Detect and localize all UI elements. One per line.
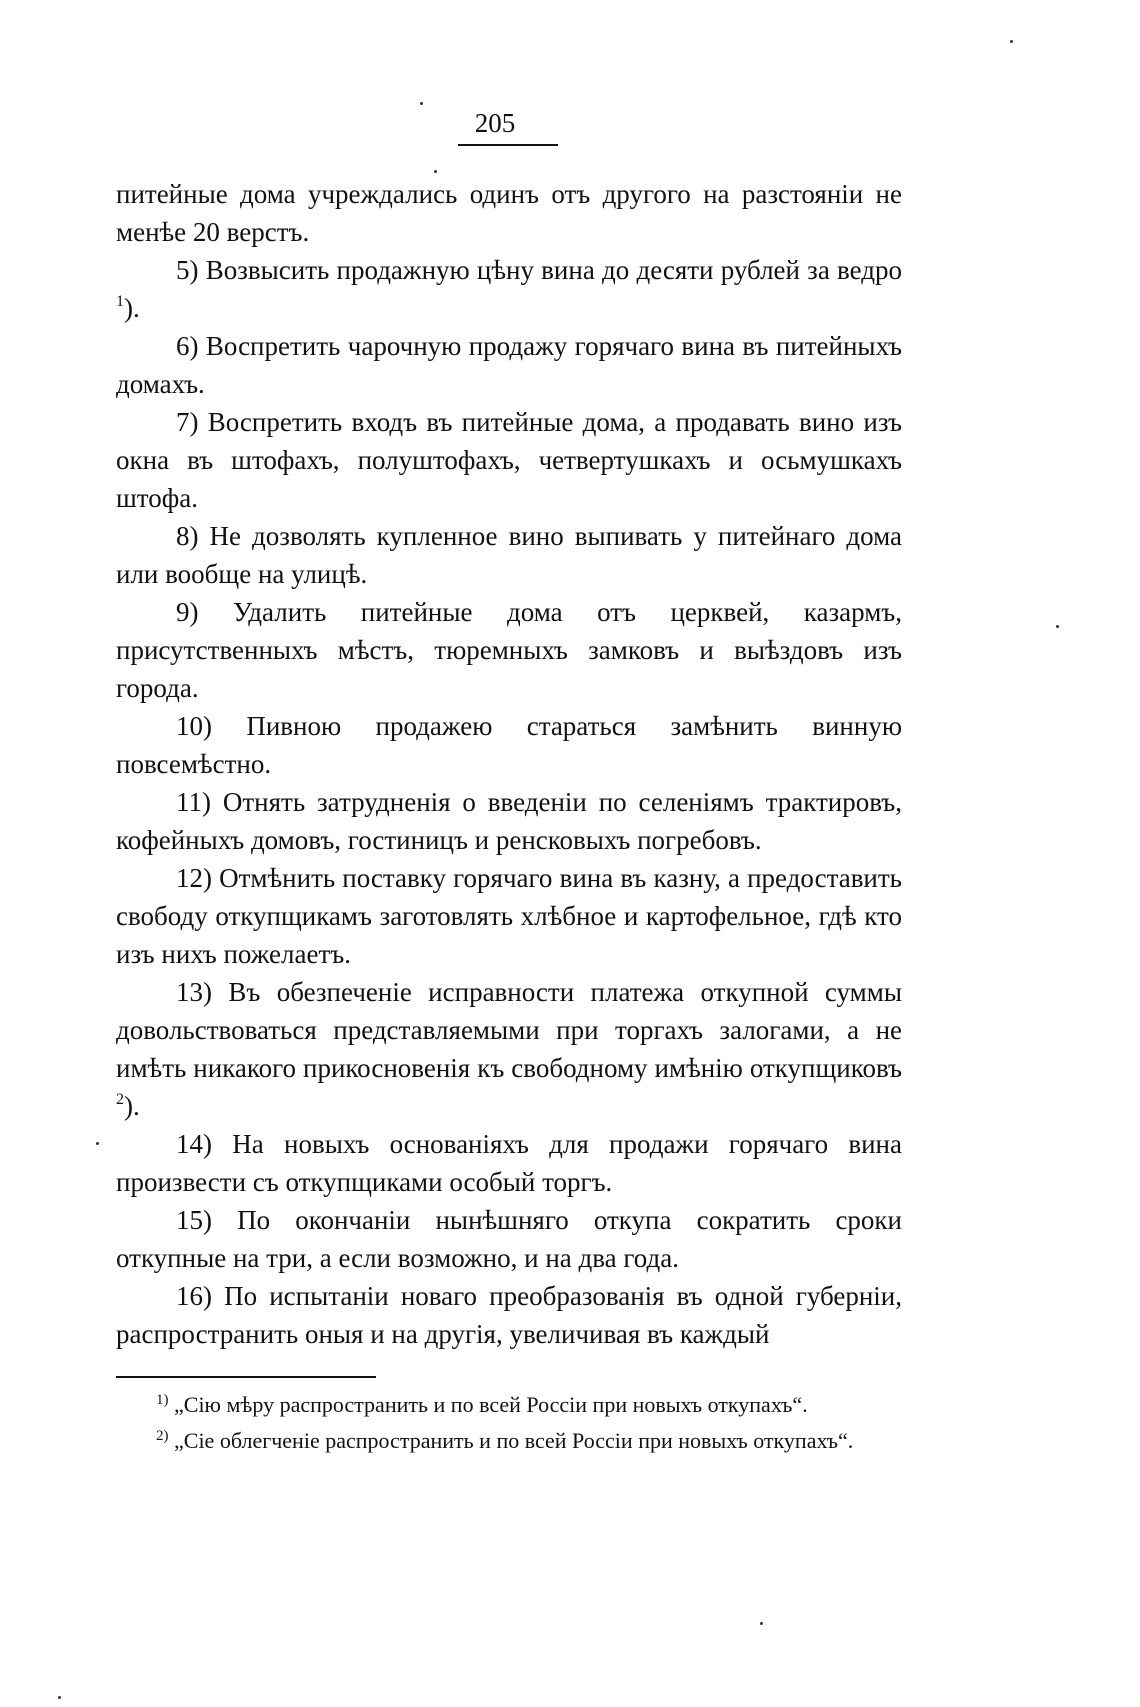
paragraph-tail: ). [124,1091,140,1121]
paragraph-text: 5) Возвысить продажную цѣну вина до десяти рублей за ведро [176,255,902,285]
scan-speck [96,1142,99,1145]
footnote-mark: 1) [156,1392,169,1408]
paragraph-continuation [116,175,902,251]
footnotes [116,1390,902,1462]
footnote-ref-2[interactable]: 2 [116,1091,124,1108]
footnote-separator [116,1376,376,1378]
paragraph-item-6 [116,327,902,403]
scan-speck [420,102,423,105]
paragraph-text: 11) Отнять затрудненія о введеніи по селеніямъ трактировъ, кофейныхъ домовъ, гостиницъ и ренсковыхъ погребовъ. [116,787,902,855]
paragraph-text: 14) На новыхъ основаніяхъ для продажи горячаго вина произвести съ откупщиками особый торгъ. [116,1129,902,1197]
paragraph-item-14 [116,1125,902,1201]
page-number-rule [458,144,558,146]
page-number: 205 [474,108,516,138]
scan-speck [1010,40,1013,43]
scan-speck [58,1696,61,1699]
paragraph-text: 10) Пивною продажею стараться замѣнить винную повсемѣстно. [116,711,902,779]
paragraph-item-8 [116,517,902,593]
paragraph-item-11 [116,783,902,859]
footnote-ref-1[interactable]: 1 [116,293,124,310]
footnote-1 [116,1390,902,1420]
paragraph-text: 7) Воспретить входъ въ питейные дома, а продавать вино изъ окна въ штофахъ, полуштофахъ, четвертушкахъ и осьмушкахъ штофа. [116,407,902,513]
paragraph-text: 9) Удалить питейные дома отъ церквей, казармъ, присутственныхъ мѣстъ, тюремныхъ замковъ и выѣздовъ изъ города. [116,597,902,703]
paragraph-item-12 [116,859,902,973]
scan-speck [434,170,437,173]
paragraph-text: 12) Отмѣнить поставку горячаго вина въ казну, а предоставить свободу откупщикамъ заготовлять хлѣбное и картофельное, гдѣ кто изъ нихъ пожелаетъ. [116,863,902,969]
paragraph-tail: ). [124,293,140,323]
paragraph-text: питейные дома учреждались одинъ отъ другого на разстояніи не менѣе 20 верстъ. [116,179,902,247]
paragraph-item-15 [116,1201,902,1277]
scan-speck [1056,625,1059,628]
paragraph-item-13 [116,973,902,1125]
paragraph-item-10 [116,707,902,783]
paragraph-item-16 [116,1277,902,1353]
paragraph-item-7 [116,403,902,517]
scan-speck [760,1622,763,1625]
paragraph-text: 16) По испытаніи новаго преобразованія въ одной губерніи, распространить оныя и на другія, увеличивая въ каждый [116,1281,902,1349]
paragraph-text: 13) Въ обезпеченіе исправности платежа откупной суммы довольствоваться представляемыми при торгахъ залогами, а не имѣть никакого прикосновенія къ свободному имѣнію откупщиковъ [116,977,902,1083]
paragraph-text: 15) По окончаніи нынѣшняго откупа сократить сроки откупные на три, а если возможно, и на два года. [116,1205,902,1273]
footnote-text: „Сіе облегченіе распространить и по всей Россіи при новыхъ откупахъ“. [174,1428,854,1453]
footnote-2 [116,1426,902,1456]
paragraph-text: 8) Не дозволять купленное вино выпивать у питейнаго дома или вообще на улицѣ. [116,521,902,589]
paragraph-item-5 [116,251,902,327]
footnote-mark: 2) [156,1428,169,1444]
body-text [116,175,902,1353]
footnote-text: „Сію мѣру распространить и по всей Россіи при новыхъ откупахъ“. [174,1392,808,1417]
paragraph-item-9 [116,593,902,707]
paragraph-text: 6) Воспретить чарочную продажу горячаго вина въ питейныхъ домахъ. [116,331,902,399]
